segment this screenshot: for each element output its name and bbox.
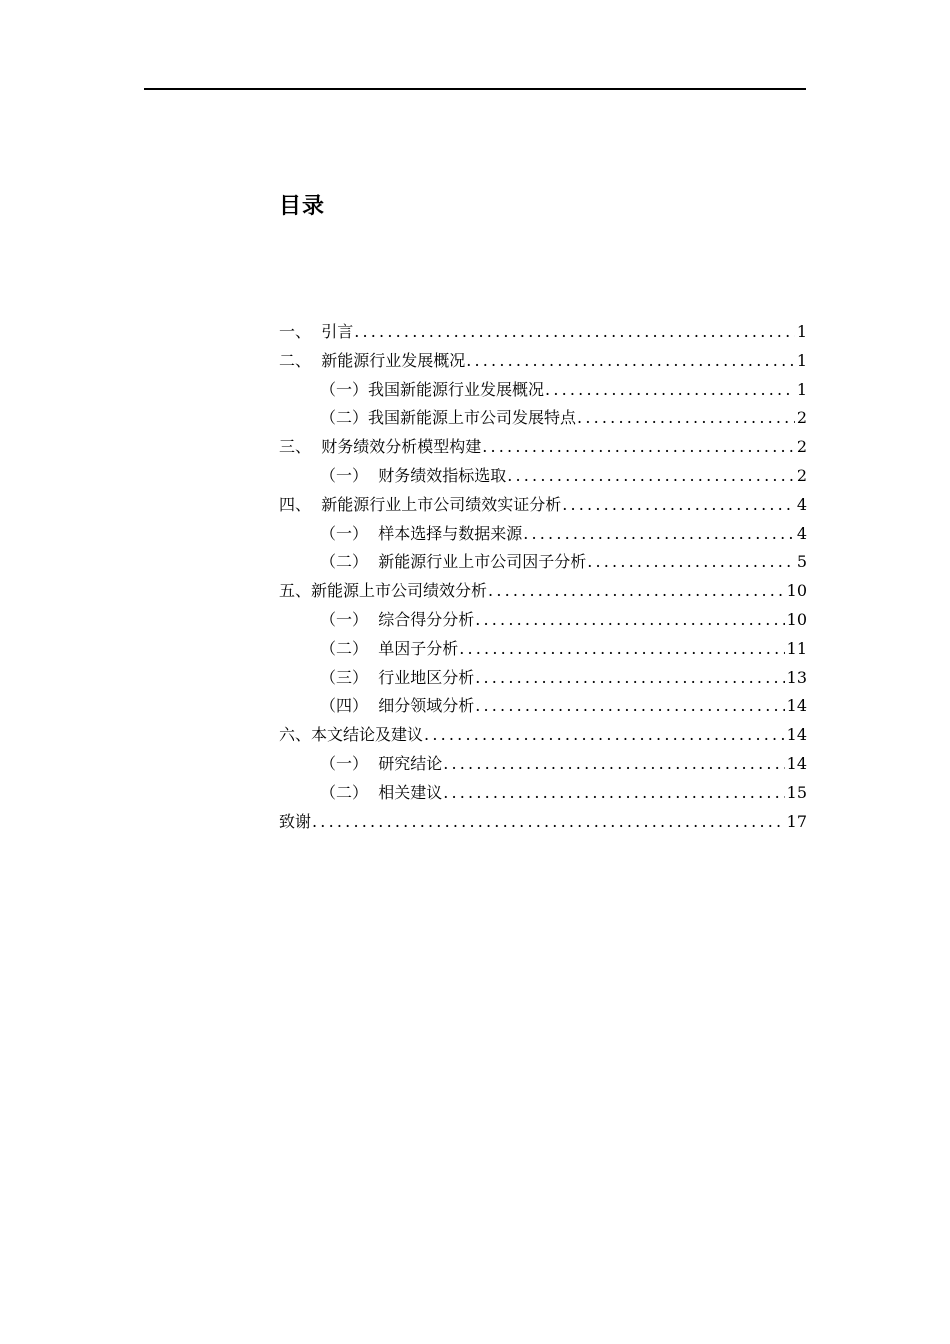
toc-entry-title: 新能源行业上市公司绩效实证分析 xyxy=(321,494,562,514)
toc-leader-dots xyxy=(424,721,785,750)
toc-entry[interactable] xyxy=(279,491,807,520)
toc-entry-number: （一） xyxy=(320,465,379,485)
toc-entry-number: （二） xyxy=(320,638,379,658)
toc-leader-dots xyxy=(562,491,795,520)
toc-entry-title: 综合得分分析 xyxy=(378,609,475,629)
toc-leader-dots xyxy=(354,318,795,347)
toc-entry-page: 1 xyxy=(796,322,807,341)
toc-entry-page: 14 xyxy=(786,696,807,716)
toc-entry-number: （四） xyxy=(320,696,379,716)
toc-leader-dots xyxy=(475,606,784,635)
header-rule xyxy=(144,88,806,90)
toc-leader-dots xyxy=(459,635,784,664)
toc-entry-number: 三、 xyxy=(279,437,322,457)
toc-entry-page: 4 xyxy=(796,523,807,543)
toc-entry[interactable] xyxy=(279,520,807,549)
toc-title: 目录 xyxy=(279,194,326,219)
toc-entry-page: 14 xyxy=(786,753,807,773)
toc-entry-number: （二） xyxy=(320,782,379,802)
toc-leader-dots xyxy=(312,808,785,837)
toc-entry-title: 单因子分析 xyxy=(378,638,459,658)
toc-entry-title: 本文结论及建议 xyxy=(311,725,424,745)
toc-entry-page: 17 xyxy=(786,811,807,831)
toc-entry-title: 细分领域分析 xyxy=(378,696,475,716)
toc-entry[interactable] xyxy=(279,721,807,750)
toc-entry-title: 引言 xyxy=(321,322,354,341)
toc-entry-title: 行业地区分析 xyxy=(378,667,475,687)
toc-leader-dots xyxy=(577,404,795,433)
toc-entry[interactable] xyxy=(279,318,807,347)
toc-entry[interactable] xyxy=(279,664,807,693)
toc-entry-page: 1 xyxy=(796,379,807,399)
toc-entry-page: 2 xyxy=(796,437,807,457)
toc-leader-dots xyxy=(545,376,795,405)
toc-entry-page: 1 xyxy=(796,350,807,370)
toc-entry-title: 财务绩效分析模型构建 xyxy=(321,437,482,457)
toc-entry[interactable] xyxy=(279,692,807,721)
toc-entry-number: （一） xyxy=(320,379,369,399)
toc-entry[interactable] xyxy=(279,808,807,837)
toc-entry[interactable] xyxy=(279,433,807,462)
toc-entry-title: 新能源行业发展概况 xyxy=(321,350,466,370)
toc-entry-page: 13 xyxy=(786,667,807,687)
toc-leader-dots xyxy=(482,433,795,462)
toc-entry[interactable] xyxy=(279,750,807,779)
toc-entry-page: 2 xyxy=(796,408,807,428)
toc-leader-dots xyxy=(507,462,795,491)
toc-entry-page: 15 xyxy=(786,782,807,802)
toc-entry-page: 14 xyxy=(786,725,807,745)
toc-entry[interactable] xyxy=(279,577,807,606)
toc-entry-number: （一） xyxy=(320,753,379,773)
toc-entry-title: 我国新能源行业发展概况 xyxy=(368,379,545,399)
toc-entry-page: 10 xyxy=(786,581,807,601)
toc-leader-dots xyxy=(443,750,784,779)
toc-leader-dots xyxy=(488,577,785,606)
toc-entry-number: 二、 xyxy=(279,350,322,370)
toc-entry-number: （一） xyxy=(320,523,379,543)
toc-entry[interactable] xyxy=(279,606,807,635)
toc-entry-title: 研究结论 xyxy=(378,753,443,773)
toc-entry-page: 2 xyxy=(796,465,807,485)
toc-entry-title: 致谢 xyxy=(279,811,312,831)
toc-leader-dots xyxy=(443,779,784,808)
toc-entry[interactable] xyxy=(279,347,807,376)
toc-entry-number: 四、 xyxy=(279,494,322,514)
toc-entry-number: （三） xyxy=(320,667,379,687)
toc-entry-title: 样本选择与数据来源 xyxy=(378,523,523,543)
toc-entry[interactable] xyxy=(279,548,807,577)
toc-entry[interactable] xyxy=(279,462,807,491)
toc-entry-page: 4 xyxy=(796,494,807,514)
toc-entry-page: 11 xyxy=(786,638,807,658)
toc-leader-dots xyxy=(587,548,795,577)
toc-entry-number: 六、 xyxy=(279,725,312,745)
toc-leader-dots xyxy=(466,347,795,376)
toc-leader-dots xyxy=(523,520,795,549)
toc-entry-title: 新能源行业上市公司因子分析 xyxy=(378,552,587,572)
toc-entry-title: 财务绩效指标选取 xyxy=(378,465,507,485)
toc-entry-title: 相关建议 xyxy=(378,782,443,802)
toc-entry-number: 五、 xyxy=(279,581,312,601)
toc-entry[interactable] xyxy=(279,635,807,664)
toc-entry-number: （二） xyxy=(320,408,369,428)
toc-entry-number: 一、 xyxy=(279,322,322,341)
toc-leader-dots xyxy=(475,664,784,693)
toc-entry-number: （二） xyxy=(320,552,379,572)
toc-list xyxy=(279,318,807,836)
toc-entry[interactable] xyxy=(279,404,807,433)
toc-entry-page: 10 xyxy=(786,609,807,629)
toc-leader-dots xyxy=(475,692,784,721)
toc-entry-number: （一） xyxy=(320,609,379,629)
toc-entry[interactable] xyxy=(279,376,807,405)
toc-entry-title: 我国新能源上市公司发展特点 xyxy=(368,408,577,428)
toc-entry-page: 5 xyxy=(796,552,807,572)
toc-entry[interactable] xyxy=(279,779,807,808)
toc-entry-title: 新能源上市公司绩效分析 xyxy=(311,581,488,601)
